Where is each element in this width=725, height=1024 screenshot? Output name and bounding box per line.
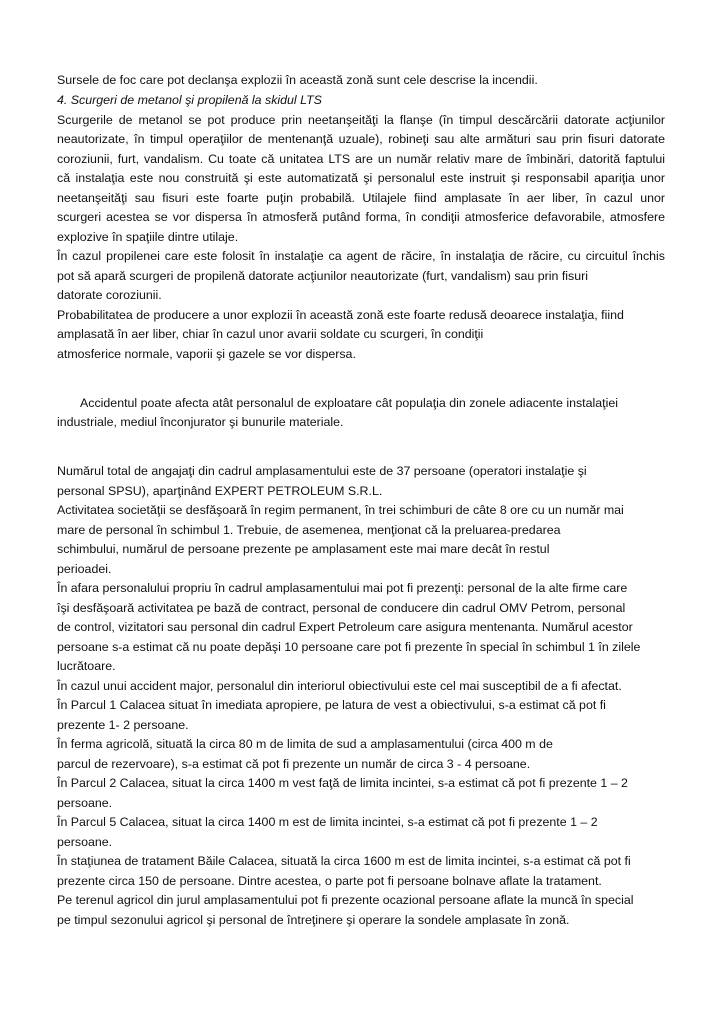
text-line: datorate coroziunii. — [57, 288, 162, 302]
text-line: În Parcul 2 Calacea, situat la circa 1400 m vest faţă de limita incintei, s-a estimat că pot fi prezente 1 – 2 — [57, 776, 628, 790]
text-line: persoane. — [57, 835, 113, 849]
text-line: scurgeri acestea se vor dispersa în atmosferă putând forma, în condiţii atmosferice defavorabile, atmosfere — [57, 210, 665, 224]
text-line: În Parcul 5 Calacea, situat la circa 1400 m est de limita incintei, s-a estimat că pot fi prezente 1 – 2 — [57, 815, 598, 829]
text-line: persoane s-a estimat că nu poate depăşi 10 persoane care pot fi prezente în special în schimbul 1 în zilele — [57, 640, 641, 654]
text-line: Pe terenul agricol din jurul amplasamentului pot fi prezente ocazional persoane aflate la muncă în special — [57, 893, 634, 907]
text-line: Sursele de foc care pot declanşa explozii în această zonă sunt cele descrise la incendii. — [57, 73, 538, 87]
text-line: În cazul unui accident major, personalul din interiorul obiectivului este cel mai susceptibil de a fi afectat. — [57, 679, 622, 693]
text-line: persoane. — [57, 796, 113, 810]
text-line: neetanşeităţi sau fisuri este foarte puţin probabilă. Utilajele fiind amplasate în aer liber, în cazul unor — [57, 191, 665, 205]
text-line: pot să apară scurgeri de propilenă datorate acţiunilor neautorizate (furt, vandalism) sau prin fisuri — [57, 269, 589, 283]
text-line: Numărul total de angajaţi din cadrul amplasamentului este de 37 persoane (operatori instalaţie şi — [57, 464, 587, 478]
text-line: În afara personalului propriu în cadrul amplasamentului mai pot fi prezenţi: personal de la alte firme care — [57, 581, 628, 595]
text-line: de control, vizitatori sau personal din cadrul Expert Petroleum care asigura mentenanta. Numărul acestor — [57, 620, 633, 634]
text-line: schimbului, numărul de persoane prezente pe amplasament este mai mare decât în restul — [57, 542, 550, 556]
text-line: că instalaţia este nou construită şi este automatizată şi personalul este instruit şi responsabil apariţia unor — [57, 171, 665, 185]
text-line: amplasată în aer liber, chiar în cazul unor avarii soldate cu scurgeri, în condiţii — [57, 327, 484, 341]
text-line: perioadei. — [57, 562, 112, 576]
text-line: În ferma agricolă, situată la circa 80 m de limita de sud a amplasamentului (circa 400 m de — [57, 737, 553, 751]
text-line: În cazul propilenei care este folosit în instalaţie ca agent de răcire, în instalaţia de răcire, cu circuitul închis — [57, 249, 665, 263]
text-line: Accidentul poate afecta atât personalul de exploatare cât populaţia din zonele adiacente instalaţiei — [80, 396, 618, 410]
text-line: explozive în spaţiile dintre utilaje. — [57, 230, 239, 244]
text-line: mare de personal în schimbul 1. Trebuie, de asemenea, menţionat că la preluarea-predarea — [57, 523, 561, 537]
text-line: neautorizate, în timpul operaţiilor de mentenanţă uzuale), robineţi sau alte armături sau prin fisuri datorate — [57, 132, 665, 146]
text-line: Activitatea societăţii se desfăşoară în regim permanent, în trei schimburi de câte 8 ore cu un număr mai — [57, 503, 624, 517]
text-line: industriale, mediul înconjurator şi bunurile materiale. — [57, 415, 344, 429]
text-line: parcul de rezervoare), s-a estimat că pot fi prezente un număr de circa 3 - 4 persoane. — [57, 757, 531, 771]
text-line: În Parcul 1 Calacea situat în imediata apropiere, pe latura de vest a obiectivului, s-a estimat că pot fi — [57, 698, 606, 712]
text-line: atmosferice normale, vaporii şi gazele se vor dispersa. — [57, 347, 356, 361]
text-line: lucrătoare. — [57, 659, 116, 673]
text-line: prezente circa 150 de persoane. Dintre acestea, o parte pot fi persoane bolnave aflate la tratament. — [57, 874, 602, 888]
text-line: prezente 1- 2 persoane. — [57, 718, 189, 732]
text-line: În staţiunea de tratament Băile Calacea, situată la circa 1600 m est de limita incintei, s-a estimat că pot fi — [57, 854, 631, 868]
text-line: pe timpul sezonului agricol şi personal de întreţinere şi operare la sondele amplasate în zonă. — [57, 913, 570, 927]
text-line: Probabilitatea de producere a unor explozii în această zonă este foarte redusă deoarece instalaţia, fiind — [57, 308, 624, 322]
text-line: îşi desfăşoară activitatea pe bază de contract, personal de conducere din cadrul OMV Petrom, personal — [57, 601, 626, 615]
section-heading: 4. Scurgeri de metanol şi propilenă la skidul LTS — [57, 93, 322, 107]
text-line: Scurgerile de metanol se pot produce prin neetanşeităţi la flanşe (în timpul descărcării datorate acţiunilor — [57, 113, 665, 127]
text-line: personal SPSU), aparţinând EXPERT PETROLEUM S.R.L. — [57, 484, 383, 498]
text-line: coroziunii, furt, vandalism. Cu toate că unitatea LTS are un număr relativ mare de îmbinări, datorită faptului — [57, 152, 665, 166]
